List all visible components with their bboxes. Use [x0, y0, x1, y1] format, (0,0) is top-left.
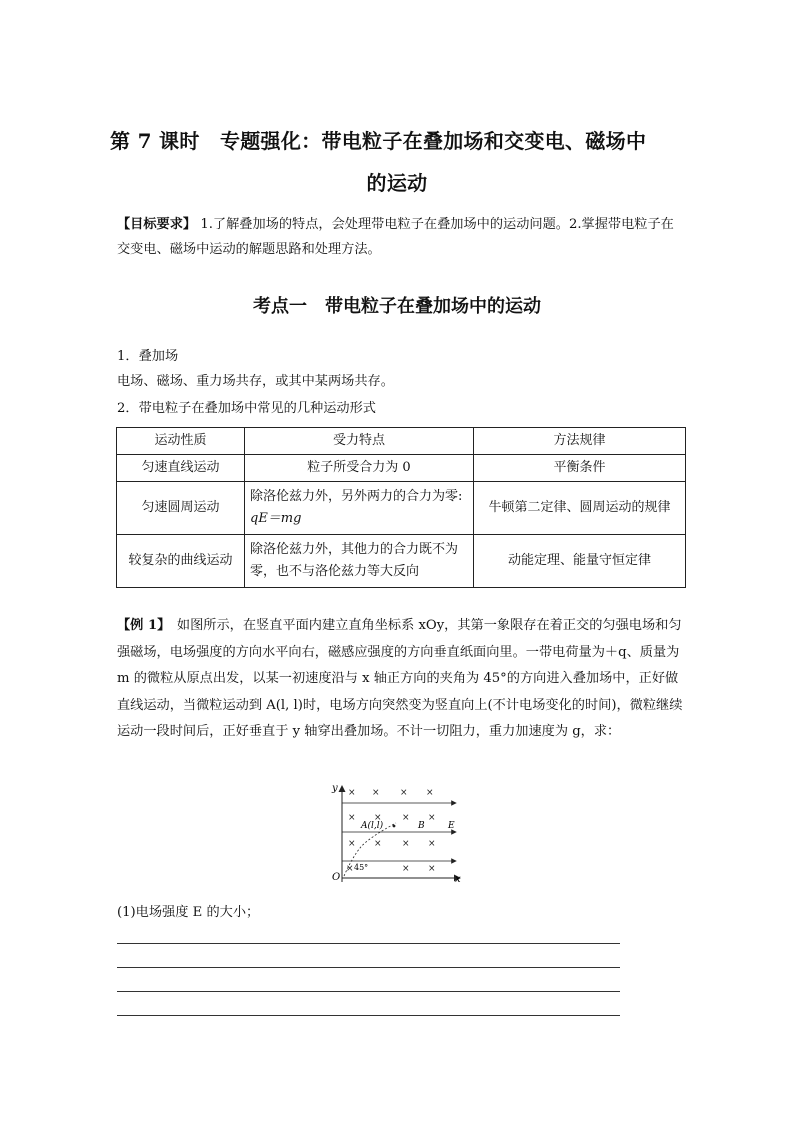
table-cell-motion: 匀速直线运动 — [117, 455, 245, 482]
magnetic-field-cross: × — [374, 839, 382, 849]
field-diagram — [326, 778, 466, 888]
x-axis-label: x — [455, 874, 461, 885]
table-cell-method: 平衡条件 — [474, 455, 686, 482]
point-a-dot — [393, 825, 396, 828]
table-header-row — [117, 428, 686, 455]
table-cell-force — [245, 482, 474, 535]
magnetic-field-cross: × — [426, 788, 434, 798]
magnetic-field-cross: × — [346, 864, 354, 874]
table-cell-force: 粒子所受合力为 0 — [245, 455, 474, 482]
table-cell-motion: 较复杂的曲线运动 — [117, 535, 245, 588]
table-row — [117, 482, 686, 535]
y-axis-label: y — [332, 783, 338, 794]
example-paragraph — [117, 613, 687, 746]
magnetic-field-cross: × — [428, 864, 436, 874]
magnetic-field-cross: × — [402, 813, 410, 823]
table-header-cell: 方法规律 — [474, 428, 686, 455]
lesson-title — [110, 120, 684, 204]
magnetic-field-cross: × — [348, 813, 356, 823]
title-line-2: 的运动 — [366, 171, 428, 195]
field-e-label: E — [448, 821, 455, 831]
answer-line[interactable] — [117, 943, 620, 944]
magnetic-field-cross: × — [400, 788, 408, 798]
origin-label: O — [332, 872, 341, 883]
magnetic-field-cross: × — [428, 839, 436, 849]
table-header-cell: 受力特点 — [245, 428, 474, 455]
table-header-cell: 运动性质 — [117, 428, 245, 455]
example-tag: 【例 1】 — [117, 618, 164, 633]
question-1: (1)电场强度 E 的大小； — [117, 905, 260, 920]
magnetic-field-cross: × — [428, 813, 436, 823]
point-b-label: B — [418, 821, 425, 831]
point-a-label: A(l,l) — [361, 821, 384, 831]
table-cell-method: 牛顿第二定律、圆周运动的规律 — [474, 482, 686, 535]
magnetic-field-cross: × — [348, 788, 356, 798]
answer-line[interactable] — [117, 967, 620, 968]
angle-label: 45° — [354, 863, 369, 872]
magnetic-field-cross: × — [374, 813, 382, 823]
motion-forms-table — [116, 427, 686, 588]
objective-paragraph — [117, 212, 687, 262]
table-cell-force-line-2: qE＝mg — [250, 511, 302, 526]
section-heading: 考点一 带电粒子在叠加场中的运动 — [253, 296, 541, 317]
magnetic-field-cross: × — [348, 839, 356, 849]
table-row — [117, 535, 686, 588]
example-text: 如图所示，在竖直平面内建立直角坐标系 xOy，其第一象限存在着正交的匀强电场和匀强磁场，电场强度的方向水平向右，磁感应强度的方向垂直纸面向里。一带电荷量为＋q、质量为 m 的微粒从原点出发，以某一初速度沿与 x 轴正方向的夹角为 45°的方向进入叠加场中，正好做直线运动，当微粒运动到 A(l, l)时，电场方向突然变为竖直向上(不计电场变化的时间)，微粒继续运动一段时间后，正好垂直于 y 轴穿出叠加场。不计一切阻力，重力加速度为 g，求： — [117, 618, 683, 740]
table-cell-motion: 匀速圆周运动 — [117, 482, 245, 535]
magnetic-field-cross: × — [402, 839, 410, 849]
magnetic-field-cross: × — [372, 788, 380, 798]
answer-line[interactable] — [117, 1015, 620, 1016]
point-1-heading: 1．叠加场 — [117, 349, 179, 364]
objective-tag: 【目标要求】 — [117, 217, 197, 232]
title-line-1: 第 7 课时 专题强化：带电粒子在叠加场和交变电、磁场中 — [110, 129, 647, 153]
table-row — [117, 455, 686, 482]
point-2-heading: 2．带电粒子在叠加场中常见的几种运动形式 — [117, 401, 376, 416]
table-cell-force-line-1: 除洛伦兹力外，另外两力的合力为零: — [250, 489, 463, 504]
table-cell-method: 动能定理、能量守恒定律 — [474, 535, 686, 588]
magnetic-field-cross: × — [402, 864, 410, 874]
table-cell-force: 除洛伦兹力外，其他力的合力既不为零，也不与洛伦兹力等大反向 — [245, 535, 474, 588]
answer-line[interactable] — [117, 991, 620, 992]
objective-text: 1.了解叠加场的特点，会处理带电粒子在叠加场中的运动问题。2.掌握带电粒子在交变电、磁场中运动的解题思路和处理方法。 — [117, 217, 674, 257]
point-1-text: 电场、磁场、重力场共存，或其中某两场共存。 — [117, 374, 394, 389]
